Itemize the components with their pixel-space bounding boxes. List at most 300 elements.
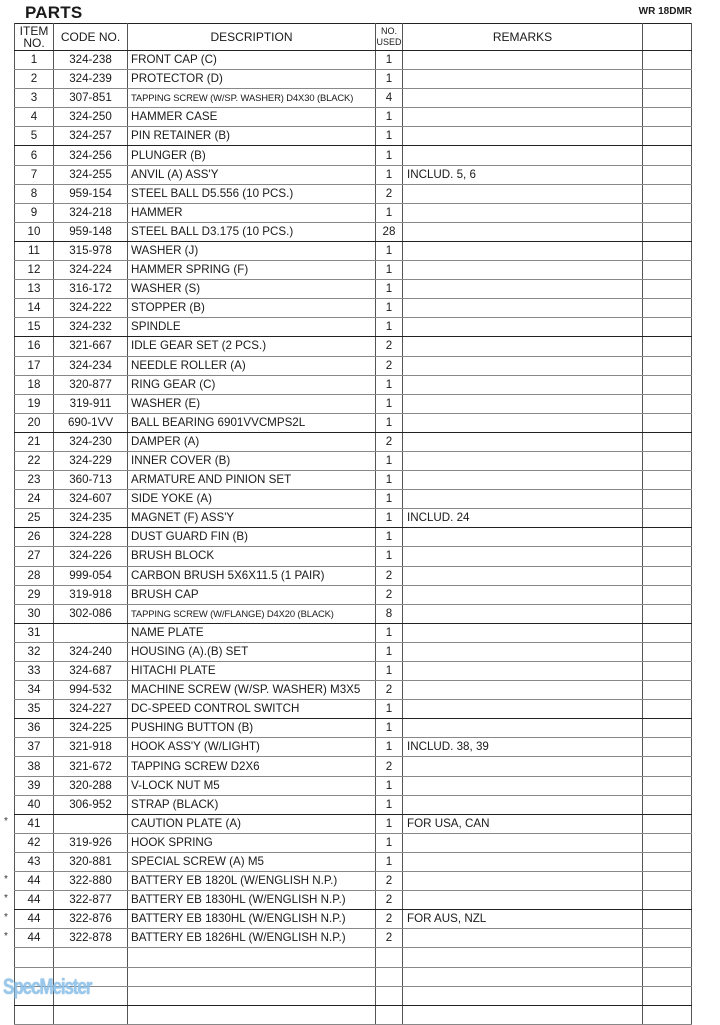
table-row <box>15 776 692 795</box>
extra-cell <box>643 261 692 280</box>
remarks-cell <box>403 356 643 375</box>
description-cell: TAPPING SCREW (W/SP. WASHER) D4X30 (BLACK) <box>128 89 376 108</box>
no-used-cell: 1 <box>376 394 403 413</box>
description-cell: PIN RETAINER (B) <box>128 127 376 146</box>
no-used-cell: 1 <box>376 509 403 528</box>
no-used-cell: 1 <box>376 833 403 852</box>
remarks-cell <box>403 432 643 451</box>
item-no-cell: 8 <box>15 184 54 203</box>
remarks-cell <box>403 280 643 299</box>
no-used-cell: 1 <box>376 852 403 871</box>
no-used-cell: 1 <box>376 776 403 795</box>
table-row <box>15 1005 692 1024</box>
description-cell: STEEL BALL D5.556 (10 PCS.) <box>128 184 376 203</box>
remarks-cell <box>403 528 643 547</box>
no-used-cell <box>376 986 403 1005</box>
code-no-cell: 316-172 <box>54 280 128 299</box>
no-used-cell: 1 <box>376 662 403 681</box>
code-no-cell: 321-667 <box>54 337 128 356</box>
code-no-cell: 324-225 <box>54 719 128 738</box>
no-used-cell: 2 <box>376 337 403 356</box>
remarks-cell <box>403 967 643 986</box>
table-row <box>15 413 692 432</box>
description-cell: CAUTION PLATE (A) <box>128 814 376 833</box>
code-no-cell: 324-226 <box>54 547 128 566</box>
item-no-cell: 27 <box>15 547 54 566</box>
extra-cell <box>643 929 692 948</box>
extra-cell <box>643 165 692 184</box>
no-used-cell: 1 <box>376 241 403 260</box>
description-cell: BALL BEARING 6901VVCMPS2L <box>128 413 376 432</box>
item-no-cell: 44 <box>15 910 54 929</box>
description-cell: BATTERY EB 1820L (W/ENGLISH N.P.) <box>128 872 376 891</box>
page-title: PARTS <box>25 3 83 22</box>
table-row <box>15 203 692 222</box>
table-row <box>15 108 692 127</box>
remarks-cell <box>403 241 643 260</box>
item-no-cell: 38 <box>15 757 54 776</box>
extra-cell <box>643 1005 692 1024</box>
table-row <box>15 490 692 509</box>
item-no-cell: 31 <box>15 623 54 642</box>
table-row <box>15 929 692 948</box>
extra-cell <box>643 280 692 299</box>
table-row <box>15 719 692 738</box>
no-used-cell <box>376 948 403 967</box>
remarks-cell <box>403 451 643 470</box>
remarks-cell: INCLUD. 38, 39 <box>403 738 643 757</box>
no-used-cell: 1 <box>376 528 403 547</box>
no-used-cell: 2 <box>376 891 403 910</box>
table-row <box>15 852 692 871</box>
no-used-cell: 1 <box>376 70 403 89</box>
code-no-cell: 690-1VV <box>54 413 128 432</box>
code-no-cell: 324-240 <box>54 642 128 661</box>
code-no-cell: 307-851 <box>54 89 128 108</box>
no-used-cell: 2 <box>376 432 403 451</box>
no-used-cell: 1 <box>376 261 403 280</box>
no-used-cell: 2 <box>376 872 403 891</box>
table-row <box>15 528 692 547</box>
no-used-cell: 1 <box>376 700 403 719</box>
code-no-cell: 321-918 <box>54 738 128 757</box>
item-no-cell: 17 <box>15 356 54 375</box>
item-no-cell: 6 <box>15 146 54 165</box>
item-no-cell: 33 <box>15 662 54 681</box>
header-remarks: REMARKS <box>403 24 643 51</box>
extra-cell <box>643 776 692 795</box>
extra-cell <box>643 642 692 661</box>
description-cell: PROTECTOR (D) <box>128 70 376 89</box>
table-row <box>15 241 692 260</box>
table-row <box>15 165 692 184</box>
item-no-cell: 20 <box>15 413 54 432</box>
table-row <box>15 566 692 585</box>
no-used-cell: 28 <box>376 222 403 241</box>
extra-cell <box>643 604 692 623</box>
remarks-cell <box>403 1005 643 1024</box>
code-no-cell <box>54 1005 128 1024</box>
no-used-cell: 1 <box>376 642 403 661</box>
item-no-cell <box>15 1005 54 1024</box>
item-no-cell: 10 <box>15 222 54 241</box>
extra-cell <box>643 318 692 337</box>
extra-cell <box>643 241 692 260</box>
code-no-cell: 994-532 <box>54 681 128 700</box>
no-used-cell: 1 <box>376 738 403 757</box>
extra-cell <box>643 910 692 929</box>
no-used-cell: 1 <box>376 623 403 642</box>
remarks-cell: FOR USA, CAN <box>403 814 643 833</box>
item-no-cell <box>15 948 54 967</box>
item-no-cell: 21 <box>15 432 54 451</box>
description-cell: HAMMER <box>128 203 376 222</box>
no-used-cell <box>376 1005 403 1024</box>
code-no-cell: 319-911 <box>54 394 128 413</box>
no-used-cell: 1 <box>376 471 403 490</box>
asterisk-marker: * <box>4 892 8 904</box>
item-no-cell: 3 <box>15 89 54 108</box>
item-no-cell: 16 <box>15 337 54 356</box>
no-used-cell: 1 <box>376 108 403 127</box>
code-no-cell: 999-054 <box>54 566 128 585</box>
description-cell: SIDE YOKE (A) <box>128 490 376 509</box>
extra-cell <box>643 222 692 241</box>
extra-cell <box>643 662 692 681</box>
extra-cell <box>643 681 692 700</box>
table-row <box>15 318 692 337</box>
extra-cell <box>643 833 692 852</box>
description-cell: WASHER (J) <box>128 241 376 260</box>
extra-cell <box>643 814 692 833</box>
table-row <box>15 700 692 719</box>
no-used-cell: 1 <box>376 490 403 509</box>
no-used-cell: 1 <box>376 299 403 318</box>
code-no-cell: 319-926 <box>54 833 128 852</box>
no-used-cell: 1 <box>376 127 403 146</box>
description-cell: HOOK SPRING <box>128 833 376 852</box>
remarks-cell <box>403 852 643 871</box>
description-cell: V-LOCK NUT M5 <box>128 776 376 795</box>
no-used-cell: 1 <box>376 146 403 165</box>
table-row <box>15 738 692 757</box>
extra-cell <box>643 146 692 165</box>
extra-cell <box>643 852 692 871</box>
table-row <box>15 757 692 776</box>
description-cell: INNER COVER (B) <box>128 451 376 470</box>
asterisk-marker: * <box>4 930 8 942</box>
no-used-cell: 1 <box>376 795 403 814</box>
item-no-cell: 7 <box>15 165 54 184</box>
table-row <box>15 910 692 929</box>
watermark-logo: SpecMeister <box>3 974 92 999</box>
remarks-cell <box>403 413 643 432</box>
remarks-cell <box>403 662 643 681</box>
extra-cell <box>643 948 692 967</box>
description-cell: SPECIAL SCREW (A) M5 <box>128 852 376 871</box>
header-extra <box>643 24 692 51</box>
extra-cell <box>643 394 692 413</box>
description-cell: ANVIL (A) ASS'Y <box>128 165 376 184</box>
remarks-cell <box>403 261 643 280</box>
item-no-cell: 32 <box>15 642 54 661</box>
remarks-cell <box>403 318 643 337</box>
item-no-cell: 23 <box>15 471 54 490</box>
code-no-cell: 324-222 <box>54 299 128 318</box>
header-code-no: CODE NO. <box>54 24 128 51</box>
remarks-cell <box>403 337 643 356</box>
remarks-cell <box>403 547 643 566</box>
extra-cell <box>643 528 692 547</box>
description-cell: MAGNET (F) ASS'Y <box>128 509 376 528</box>
remarks-cell <box>403 604 643 623</box>
extra-cell <box>643 451 692 470</box>
remarks-cell <box>403 146 643 165</box>
remarks-cell <box>403 719 643 738</box>
code-no-cell: 324-687 <box>54 662 128 681</box>
table-row <box>15 51 692 70</box>
code-no-cell: 321-672 <box>54 757 128 776</box>
code-no-cell: 324-257 <box>54 127 128 146</box>
description-cell: STOPPER (B) <box>128 299 376 318</box>
item-no-cell: 34 <box>15 681 54 700</box>
item-no-cell: 44 <box>15 891 54 910</box>
extra-cell <box>643 471 692 490</box>
remarks-cell <box>403 891 643 910</box>
description-cell: DC-SPEED CONTROL SWITCH <box>128 700 376 719</box>
item-no-cell: 19 <box>15 394 54 413</box>
description-cell: TAPPING SCREW (W/FLANGE) D4X20 (BLACK) <box>128 604 376 623</box>
description-cell: SPINDLE <box>128 318 376 337</box>
code-no-cell: 306-952 <box>54 795 128 814</box>
table-row <box>15 451 692 470</box>
remarks-cell <box>403 203 643 222</box>
code-no-cell: 324-227 <box>54 700 128 719</box>
description-cell: ARMATURE AND PINION SET <box>128 471 376 490</box>
no-used-cell: 2 <box>376 184 403 203</box>
table-row <box>15 509 692 528</box>
remarks-cell <box>403 642 643 661</box>
description-cell: BRUSH BLOCK <box>128 547 376 566</box>
table-row <box>15 70 692 89</box>
extra-cell <box>643 738 692 757</box>
table-row <box>15 795 692 814</box>
header-description: DESCRIPTION <box>128 24 376 51</box>
item-no-cell: 37 <box>15 738 54 757</box>
remarks-cell <box>403 51 643 70</box>
item-no-cell: 13 <box>15 280 54 299</box>
description-cell: DAMPER (A) <box>128 432 376 451</box>
table-row <box>15 948 692 967</box>
description-cell: BATTERY EB 1826HL (W/ENGLISH N.P.) <box>128 929 376 948</box>
item-no-cell: 36 <box>15 719 54 738</box>
item-no-cell: 18 <box>15 375 54 394</box>
no-used-cell: 2 <box>376 910 403 929</box>
item-no-cell: 22 <box>15 451 54 470</box>
table-row <box>15 623 692 642</box>
extra-cell <box>643 432 692 451</box>
remarks-cell <box>403 471 643 490</box>
code-no-cell: 324-607 <box>54 490 128 509</box>
extra-cell <box>643 127 692 146</box>
remarks-cell <box>403 948 643 967</box>
description-cell: NAME PLATE <box>128 623 376 642</box>
table-row <box>15 337 692 356</box>
description-cell: RING GEAR (C) <box>128 375 376 394</box>
item-no-cell: 29 <box>15 585 54 604</box>
code-no-cell: 324-256 <box>54 146 128 165</box>
table-row <box>15 184 692 203</box>
remarks-cell <box>403 127 643 146</box>
description-cell: MACHINE SCREW (W/SP. WASHER) M3X5 <box>128 681 376 700</box>
description-cell <box>128 986 376 1005</box>
remarks-cell <box>403 490 643 509</box>
remarks-cell <box>403 566 643 585</box>
description-cell: WASHER (S) <box>128 280 376 299</box>
description-cell: HITACHI PLATE <box>128 662 376 681</box>
no-used-cell: 1 <box>376 318 403 337</box>
no-used-cell: 1 <box>376 547 403 566</box>
remarks-cell <box>403 757 643 776</box>
asterisk-marker: * <box>4 911 8 923</box>
description-cell: FRONT CAP (C) <box>128 51 376 70</box>
no-used-cell: 2 <box>376 566 403 585</box>
no-used-cell: 1 <box>376 814 403 833</box>
no-used-cell: 1 <box>376 203 403 222</box>
code-no-cell: 320-881 <box>54 852 128 871</box>
table-row <box>15 585 692 604</box>
code-no-cell: 324-255 <box>54 165 128 184</box>
no-used-cell: 4 <box>376 89 403 108</box>
code-no-cell: 324-250 <box>54 108 128 127</box>
extra-cell <box>643 872 692 891</box>
extra-cell <box>643 585 692 604</box>
table-row <box>15 642 692 661</box>
item-no-cell: 39 <box>15 776 54 795</box>
table-row <box>15 356 692 375</box>
description-cell: DUST GUARD FIN (B) <box>128 528 376 547</box>
code-no-cell <box>54 814 128 833</box>
remarks-cell <box>403 776 643 795</box>
remarks-cell <box>403 833 643 852</box>
no-used-cell: 2 <box>376 585 403 604</box>
description-cell <box>128 967 376 986</box>
item-no-cell: 24 <box>15 490 54 509</box>
no-used-cell: 2 <box>376 681 403 700</box>
code-no-cell: 324-235 <box>54 509 128 528</box>
description-cell: PUSHING BUTTON (B) <box>128 719 376 738</box>
no-used-cell <box>376 967 403 986</box>
item-no-cell: 15 <box>15 318 54 337</box>
table-row <box>15 891 692 910</box>
item-no-cell: 43 <box>15 852 54 871</box>
code-no-cell: 324-228 <box>54 528 128 547</box>
description-cell: PLUNGER (B) <box>128 146 376 165</box>
item-no-cell: 42 <box>15 833 54 852</box>
extra-cell <box>643 337 692 356</box>
table-row <box>15 375 692 394</box>
code-no-cell: 302-086 <box>54 604 128 623</box>
remarks-cell <box>403 585 643 604</box>
code-no-cell <box>54 623 128 642</box>
no-used-cell: 8 <box>376 604 403 623</box>
description-cell <box>128 1005 376 1024</box>
code-no-cell: 322-880 <box>54 872 128 891</box>
extra-cell <box>643 490 692 509</box>
code-no-cell: 324-230 <box>54 432 128 451</box>
remarks-cell <box>403 299 643 318</box>
no-used-cell: 1 <box>376 375 403 394</box>
code-no-cell: 322-878 <box>54 929 128 948</box>
table-row <box>15 394 692 413</box>
extra-cell <box>643 70 692 89</box>
remarks-cell <box>403 70 643 89</box>
remarks-cell: INCLUD. 24 <box>403 509 643 528</box>
header-item-no: ITEM NO. <box>15 24 54 51</box>
no-used-cell: 2 <box>376 356 403 375</box>
remarks-cell <box>403 700 643 719</box>
description-cell: CARBON BRUSH 5X6X11.5 (1 PAIR) <box>128 566 376 585</box>
extra-cell <box>643 757 692 776</box>
item-no-cell: 14 <box>15 299 54 318</box>
extra-cell <box>643 108 692 127</box>
item-no-cell: 44 <box>15 872 54 891</box>
description-cell: BATTERY EB 1830HL (W/ENGLISH N.P.) <box>128 910 376 929</box>
extra-cell <box>643 184 692 203</box>
remarks-cell <box>403 89 643 108</box>
table-row <box>15 127 692 146</box>
parts-table <box>14 23 692 1025</box>
extra-cell <box>643 623 692 642</box>
description-cell: WASHER (E) <box>128 394 376 413</box>
table-row <box>15 89 692 108</box>
description-cell: STEEL BALL D3.175 (10 PCS.) <box>128 222 376 241</box>
extra-cell <box>643 566 692 585</box>
code-no-cell: 320-288 <box>54 776 128 795</box>
remarks-cell <box>403 184 643 203</box>
remarks-cell: INCLUD. 5, 6 <box>403 165 643 184</box>
remarks-cell <box>403 222 643 241</box>
description-cell: BATTERY EB 1830HL (W/ENGLISH N.P.) <box>128 891 376 910</box>
code-no-cell: 319-918 <box>54 585 128 604</box>
extra-cell <box>643 547 692 566</box>
extra-cell <box>643 299 692 318</box>
code-no-cell: 360-713 <box>54 471 128 490</box>
description-cell: IDLE GEAR SET (2 PCS.) <box>128 337 376 356</box>
item-no-cell: 25 <box>15 509 54 528</box>
extra-cell <box>643 891 692 910</box>
code-no-cell: 324-238 <box>54 51 128 70</box>
table-row <box>15 432 692 451</box>
code-no-cell: 324-232 <box>54 318 128 337</box>
table-row <box>15 261 692 280</box>
item-no-cell: 40 <box>15 795 54 814</box>
no-used-cell: 1 <box>376 165 403 184</box>
code-no-cell: 320-877 <box>54 375 128 394</box>
table-row <box>15 967 692 986</box>
item-no-cell: 35 <box>15 700 54 719</box>
table-row <box>15 662 692 681</box>
description-cell: BRUSH CAP <box>128 585 376 604</box>
remarks-cell <box>403 795 643 814</box>
no-used-cell: 1 <box>376 51 403 70</box>
table-row <box>15 547 692 566</box>
item-no-cell: 12 <box>15 261 54 280</box>
item-no-cell: 5 <box>15 127 54 146</box>
no-used-cell: 2 <box>376 757 403 776</box>
remarks-cell <box>403 872 643 891</box>
no-used-cell: 1 <box>376 280 403 299</box>
